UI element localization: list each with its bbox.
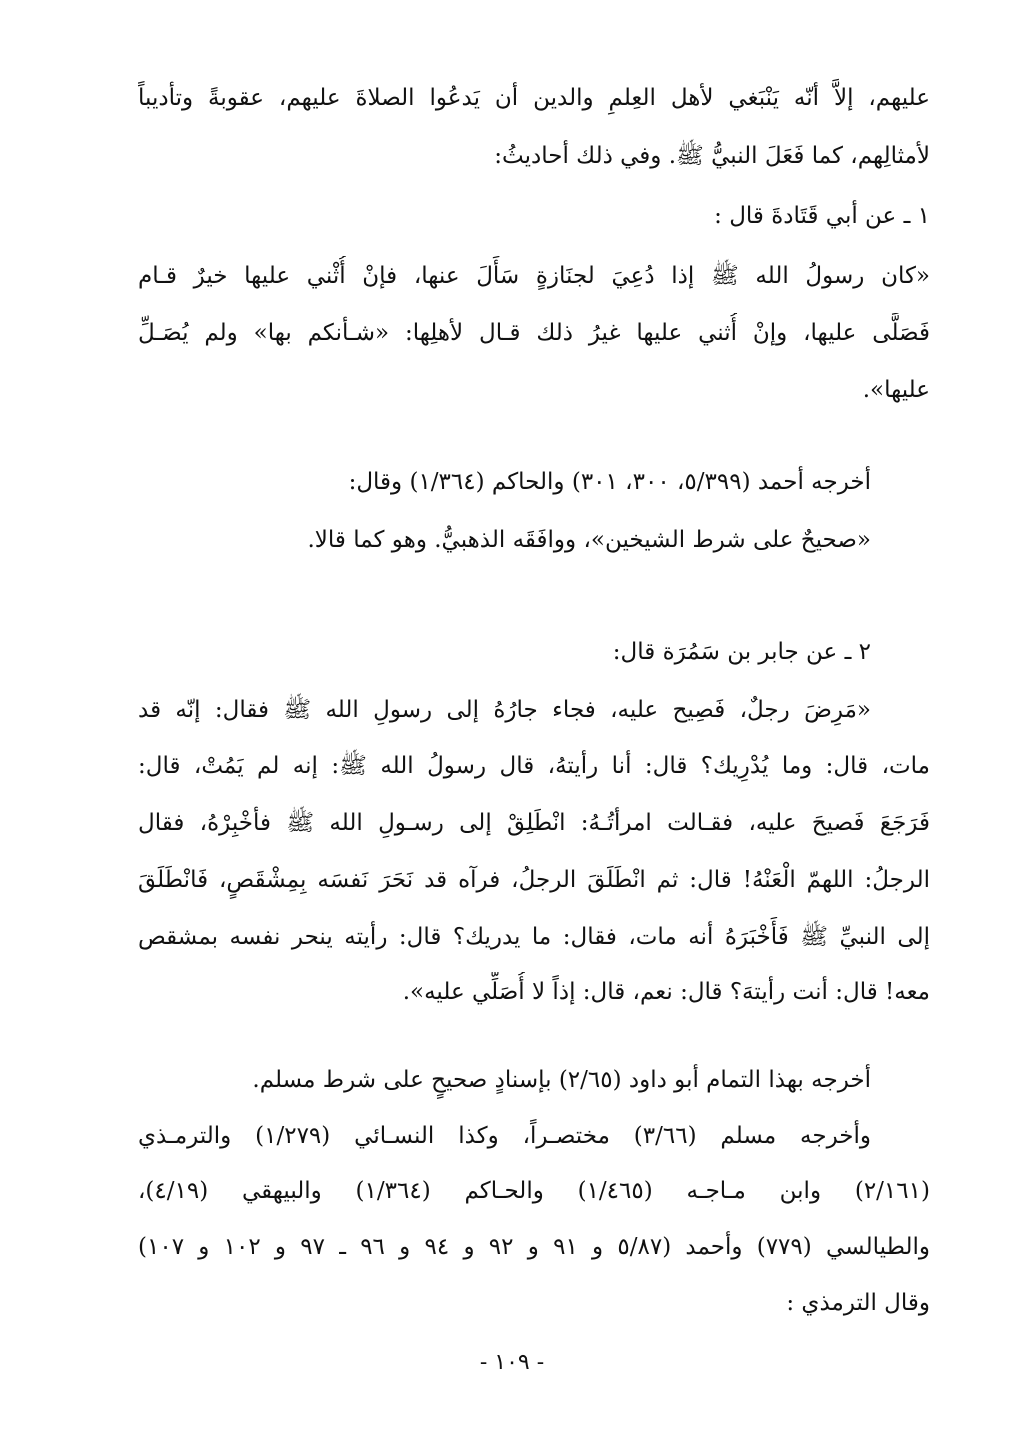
hadith-1-line-3: عليها». <box>862 377 930 403</box>
page-number: - ١٠٩ - <box>479 1350 545 1375</box>
hadith-2-takhrij-line-2: وأخرجه مسلم (٣/٦٦) مختصـراً، وكذا النسـائي (١/٢٧٩) والترمـذي <box>138 1123 871 1149</box>
hadith-1-takhrij-line-1: أخرجه أحمد (٥/٣٩٩، ٣٠٠، ٣٠١) والحاكم (١/٣٦٤) وقال: <box>348 469 871 495</box>
hadith-2-takhrij-line-3: (٢/١٦١) وابن مـاجـه (١/٤٦٥) والحـاكم (١/٣٦٤) والبيهقي (٤/١٩)، <box>138 1178 930 1204</box>
hadith-2-line-1: «مَرِضَ رجلٌ، فَصِيح عليه، فجاء جارُهُ إلى رسولِ الله ﷺ فقال: إنّه قد <box>138 697 871 723</box>
hadith-2-line-2: مات، قال: وما يُدْرِيك؟ قال: أنا رأيتهُ، قال رسولُ الله ﷺ: إنه لم يَمُتْ، قال: <box>138 753 930 779</box>
hadith-1-takhrij-line-2: «صحيحٌ على شرط الشيخين»، ووافَقَه الذهبيُّ. وهو كما قالا. <box>307 527 871 553</box>
hadith-2-line-6: معه! قال: أنت رأيتهَ؟ قال: نعم، قال: إذاً لا أُصَلِّي عليه». <box>402 979 930 1005</box>
hadith-2-takhrij-line-1: أخرجه بهذا التمام أبو داود (٢/٦٥) بإسنادٍ صحيحٍ على شرط مسلم. <box>252 1067 871 1093</box>
hadith-1-line-2: فَصَلَّى عليها، وإنْ أُثني عليها غيرُ ذلك قـال لأهلِها: «شـأنكم بها» ولم يُصَـلِّ <box>138 320 930 346</box>
intro-line-2: لأمثالِهم، كما فَعَلَ النبيُّ ﷺ. وفي ذلك أحاديثُ: <box>494 143 930 169</box>
hadith-2-line-3: فَرَجَعَ فَصيحَ عليه، فقـالت امرأتُـهُ: انْطَلِقْ إلى رسـولِ الله ﷺ فأخْبِرْهُ، فقال <box>138 810 930 836</box>
hadith-2-heading: ٢ ـ عن جابر بن سَمُرَة قال: <box>612 639 871 665</box>
hadith-2-takhrij-line-5: وقال الترمذي : <box>786 1290 930 1316</box>
intro-line-1: عليهم، إلاَّ أنّه يَنْبَغي لأهل العِلمِ والدين أن يَدعُوا الصلاةَ عليهم، عقوبةً وتأديباً <box>138 85 930 111</box>
hadith-1-line-1: «كان رسولُ الله ﷺ إذا دُعِيَ لجنَازةٍ سَأَلَ عنها، فإنْ أُثْني عليها خيرٌ قـام <box>138 263 930 289</box>
hadith-2-line-5: إلى النبيِّ ﷺ فَأَخْبَرَهُ أنه مات، فقال: ما يدريك؟ قال: رأيته ينحر نفسه بمشقص <box>138 924 930 950</box>
hadith-2-line-4: الرجلُ: اللهمّ الْعَنْهُ! قال: ثم انْطَلَقَ الرجلُ، فرآه قد نَحَرَ نَفسَه بِمِشْقَصٍ، فَانْطَلَقَ <box>138 867 930 893</box>
hadith-1-heading: ١ ـ عن أبي قَتَادةَ قال : <box>714 203 930 229</box>
hadith-2-takhrij-line-4: والطيالسي (٧٧٩) وأحمد (٥/٨٧ و ٩١ و ٩٢ و ٩٤ و ٩٦ ـ ٩٧ و ١٠٢ و ١٠٧) <box>138 1234 930 1260</box>
